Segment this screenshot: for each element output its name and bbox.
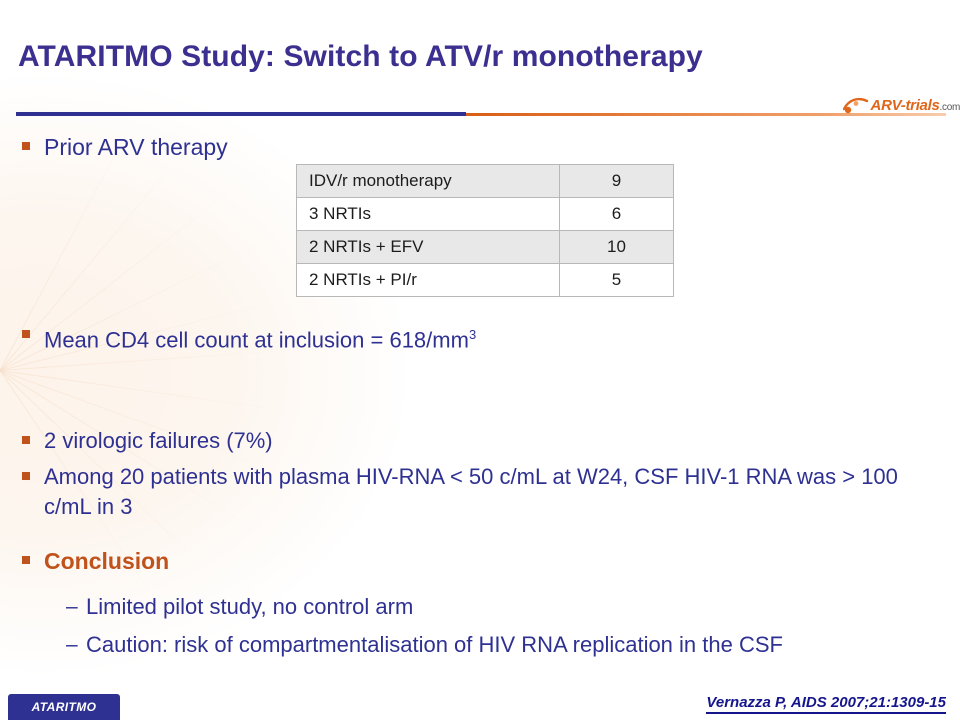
- table-cell-label: 2 NRTIs + PI/r: [297, 264, 560, 297]
- title-divider: [16, 112, 946, 118]
- bullet-csf-label: Among 20 patients with plasma HIV-RNA < 50 c/mL at W24, CSF HIV-1 RNA was > 100 c/mL in 3: [44, 464, 898, 519]
- square-bullet-icon: [22, 142, 30, 150]
- table-row: [297, 198, 674, 231]
- table-cell-value: 6: [560, 198, 674, 231]
- sub-bullet-caution-label: Caution: risk of compartmentalisation of HIV RNA replication in the CSF: [86, 632, 783, 657]
- page-title: ATARITMO Study: Switch to ATV/r monotherapy: [18, 40, 703, 73]
- bullet-conclusion: [22, 546, 169, 576]
- square-bullet-icon: [22, 472, 30, 480]
- table-row: [297, 264, 674, 297]
- bullet-conclusion-label: Conclusion: [44, 548, 170, 574]
- bullet-virologic-failures-label: 2 virologic failures (7%): [44, 428, 273, 453]
- bullet-csf: [22, 462, 942, 522]
- table-row: [297, 231, 674, 264]
- table-cell-value: 5: [560, 264, 674, 297]
- divider-blue-segment: [16, 112, 466, 116]
- bullet-cd4-text: Mean CD4 cell count at inclusion = 618/mm: [44, 327, 469, 353]
- arv-trials-logo: [820, 88, 960, 122]
- sub-bullet-limited-pilot: [66, 592, 413, 622]
- bullet-prior-therapy: [22, 132, 228, 162]
- square-bullet-icon: [22, 556, 30, 564]
- logo-text: [871, 97, 960, 114]
- dash-bullet-icon: –: [66, 595, 78, 618]
- table-cell-label: IDV/r monotherapy: [297, 165, 560, 198]
- square-bullet-icon: [22, 330, 30, 338]
- logo-suffix: .com: [939, 101, 960, 113]
- dash-bullet-icon: –: [66, 633, 78, 656]
- sub-bullet-limited-pilot-label: Limited pilot study, no control arm: [86, 594, 414, 619]
- prior-therapy-table: [296, 164, 674, 297]
- reference-citation: Vernazza P, AIDS 2007;21:1309-15: [706, 694, 946, 714]
- table-cell-value: 10: [560, 231, 674, 264]
- swoosh-icon: [843, 95, 869, 115]
- bullet-prior-therapy-label: Prior ARV therapy: [44, 134, 228, 160]
- table-cell-label: 2 NRTIs + EFV: [297, 231, 560, 264]
- sub-bullet-caution: [66, 630, 960, 660]
- bullet-virologic-failures: [22, 426, 273, 456]
- table-cell-label: 3 NRTIs: [297, 198, 560, 231]
- bullet-cd4-superscript: 3: [468, 327, 477, 342]
- table-row: [297, 165, 674, 198]
- bullet-cd4-count: [22, 320, 476, 355]
- footer-study-tab: ATARITMO: [8, 694, 120, 720]
- logo-name: ARV-trials: [870, 96, 940, 114]
- bullet-cd4-label: [44, 320, 476, 355]
- square-bullet-icon: [22, 436, 30, 444]
- table-cell-value: 9: [560, 165, 674, 198]
